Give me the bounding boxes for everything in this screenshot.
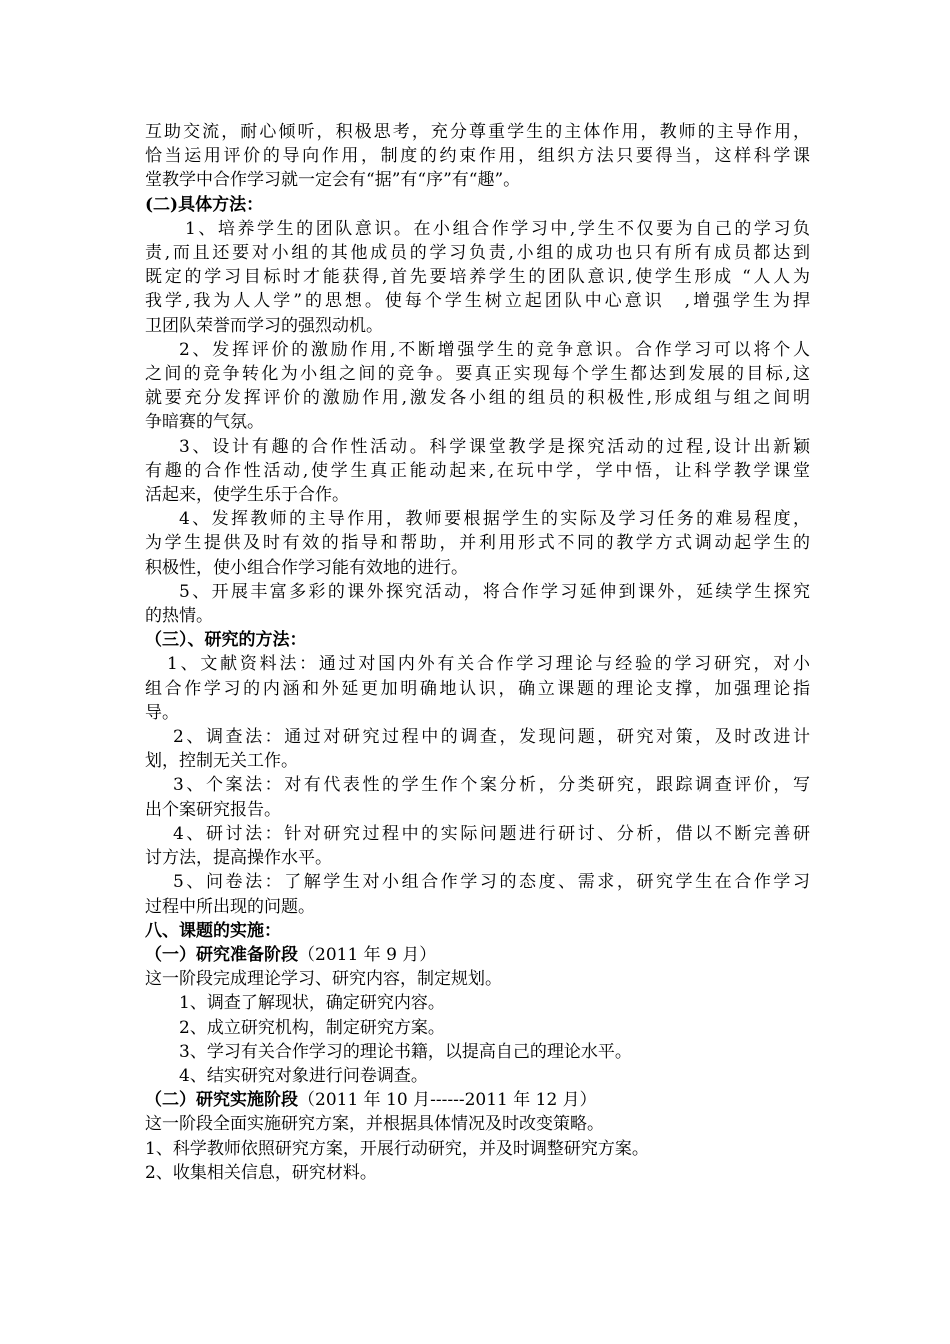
line-text: 组合作学习的内涵和外延更加明确地认识，确立课题的理论支撑，加强理论指 (145, 678, 810, 699)
line-text: 堂教学中合作学习就一定会有“据”有“序”有“趣”。 (145, 170, 521, 191)
section-heading (145, 193, 810, 217)
paragraph-line (145, 1161, 810, 1185)
line-text: 有趣的合作性活动,使学生真正能动起来,在玩中学，学中悟，让科学教学课堂 (145, 460, 810, 481)
paragraph-line (145, 967, 810, 991)
line-text: 1、科学教师依照研究方案，开展行动研究，并及时调整研究方案。 (145, 1138, 649, 1159)
line-text: 5、开展丰富多彩的课外探究活动，将合作学习延伸到课外，延续学生探究 (179, 581, 810, 602)
line-text: 3、设计有趣的合作性活动。科学课堂教学是探究活动的过程,设计出新颖 (179, 436, 810, 457)
paragraph-line (145, 677, 810, 701)
line-text: 活起来，使学生乐于合作。 (145, 485, 349, 506)
paragraph-line (145, 580, 810, 604)
line-text: 2、发挥评价的激励作用,不断增强学生的竞争意识。合作学习可以将个人 (179, 339, 810, 360)
paragraph-line (145, 362, 810, 386)
line-text: 4、研讨法：针对研究过程中的实际问题进行研讨、分析，借以不断完善研 (173, 823, 810, 844)
line-text: 5、问卷法：了解学生对小组合作学习的态度、需求，研究学生在合作学习 (173, 872, 810, 893)
line-date: （2011 年 10 月------2011 年 12 月） (298, 1090, 597, 1111)
line-text: 3、学习有关合作学习的理论书籍，以提高自己的理论水平。 (179, 1041, 632, 1062)
section-heading (145, 919, 810, 943)
paragraph-line (145, 701, 810, 725)
paragraph-line (145, 1016, 810, 1040)
line-text: 划，控制无关工作。 (145, 751, 298, 772)
paragraph-line (145, 1112, 810, 1136)
line-text: 3、个案法：对有代表性的学生作个案分析，分类研究，跟踪调查评价，写 (173, 775, 810, 796)
paragraph-line (145, 435, 810, 459)
line-text: 既定的学习目标时才能获得,首先要培养学生的团队意识,使学生形成 “人人为 (145, 267, 810, 288)
paragraph-line (145, 386, 810, 410)
paragraph-line (145, 1064, 810, 1088)
paragraph-line (145, 895, 810, 919)
paragraph-line (145, 289, 810, 313)
line-text: 2、成立研究机构，制定研究方案。 (179, 1017, 445, 1038)
line-text: 1、文献资料法：通过对国内外有关合作学习理论与经验的学习研究，对小 (167, 654, 810, 675)
line-text: 为学生提供及时有效的指导和帮助，并利用形式不同的教学方式调动起学生的 (145, 533, 810, 554)
line-text: (二)具体方法： (145, 194, 264, 215)
line-text: 这一阶段完成理论学习、研究内容，制定规划。 (145, 969, 502, 990)
paragraph-line (145, 604, 810, 628)
paragraph-line (145, 846, 810, 870)
paragraph-line (145, 556, 810, 580)
line-text: 八、课题的实施： (145, 920, 281, 941)
line-text: 互助交流，耐心倾听，积极思考，充分尊重学生的主体作用，教师的主导作用， (145, 122, 810, 142)
line-text: 4、发挥教师的主导作用，教师要根据学生的实际及学习任务的难易程度， (179, 509, 810, 530)
paragraph-line (145, 459, 810, 483)
line-text: 责,而且还要对小组的其他成员的学习负责,小组的成功也只有所有成员都达到 (145, 243, 810, 264)
line-date: （2011 年 9 月） (298, 944, 437, 965)
line-text: 之间的竞争转化为小组之间的竞争。要真正实现每个学生都达到发展的目标,这 (145, 364, 810, 385)
line-text: （一）研究准备阶段 (145, 944, 298, 965)
paragraph-line (145, 652, 810, 676)
line-text: 4、结实研究对象进行问卷调查。 (179, 1065, 428, 1086)
paragraph-line (145, 217, 810, 241)
paragraph-line (145, 314, 810, 338)
line-text: 出个案研究报告。 (145, 799, 281, 820)
line-text: 恰当运用评价的导向作用，制度的约束作用，组织方法只要得当，这样科学课 (145, 146, 810, 167)
line-text: 1、调查了解现状，确定研究内容。 (179, 993, 445, 1014)
paragraph-line (145, 144, 810, 168)
paragraph-line (145, 725, 810, 749)
paragraph-line (145, 507, 810, 531)
paragraph-line (145, 410, 810, 434)
line-text: 积极性，使小组合作学习能有效地的进行。 (145, 557, 468, 578)
line-text: 卫团队荣誉而学习的强烈动机。 (145, 315, 383, 336)
document-page (145, 120, 810, 1185)
line-text: 2、收集相关信息，研究材料。 (145, 1162, 377, 1183)
section-heading (145, 1088, 810, 1112)
line-text: 导。 (145, 702, 179, 723)
line-text: （三）、研究的方法： (145, 630, 307, 651)
line-text: 的热情。 (145, 606, 213, 627)
paragraph-line (145, 483, 810, 507)
paragraph-line (145, 120, 810, 144)
paragraph-line (145, 749, 810, 773)
paragraph-line (145, 168, 810, 192)
line-text: 过程中所出现的问题。 (145, 896, 315, 917)
line-text: 这一阶段全面实施研究方案，并根据具体情况及时改变策略。 (145, 1114, 604, 1135)
paragraph-line (145, 798, 810, 822)
paragraph-line (145, 1137, 810, 1161)
paragraph-line (145, 241, 810, 265)
line-text: 1、培养学生的团队意识。在小组合作学习中,学生不仅要为自己的学习负 (185, 218, 810, 239)
section-heading (145, 628, 810, 652)
line-text: 争暗赛的气氛。 (145, 412, 264, 433)
paragraph-line (145, 822, 810, 846)
line-text: 2、调查法：通过对研究过程中的调查，发现问题，研究对策，及时改进计 (173, 727, 810, 748)
line-text: 就要充分发挥评价的激励作用,激发各小组的组员的积极性,形成组与组之间明 (145, 388, 810, 409)
paragraph-line (145, 991, 810, 1015)
section-heading (145, 943, 810, 967)
paragraph-line (145, 265, 810, 289)
paragraph-line (145, 1040, 810, 1064)
line-text: 我学,我为人人学”的思想。使每个学生树立起团队中心意识 ,增强学生为捍 (145, 291, 810, 312)
paragraph-line (145, 870, 810, 894)
line-text: （二）研究实施阶段 (145, 1090, 298, 1111)
paragraph-line (145, 338, 810, 362)
paragraph-line (145, 531, 810, 555)
paragraph-line (145, 773, 810, 797)
line-text: 讨方法，提高操作水平。 (145, 848, 332, 869)
